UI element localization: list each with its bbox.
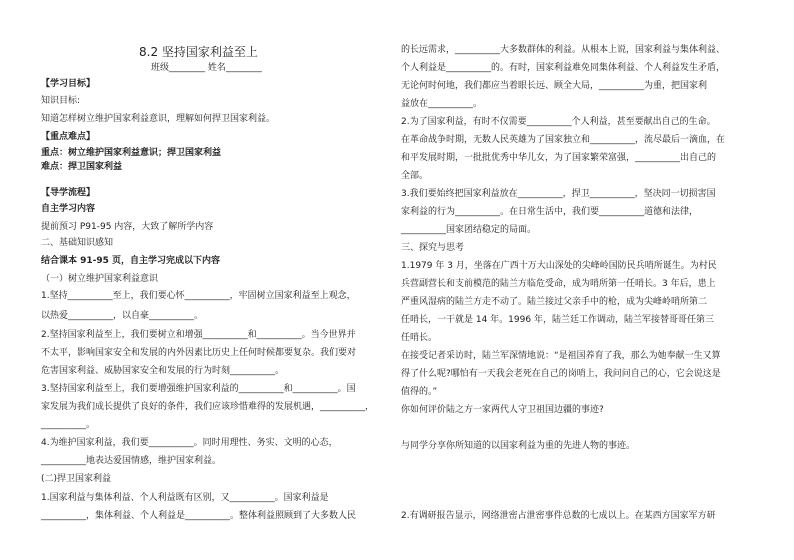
right-column-line: 个人利益是__________的。有时，国家利益难免同集体利益、个人利益发生矛盾，	[401, 63, 726, 73]
left-column-line: 提前预习 P91-95 内容，大致了解所学内容	[41, 222, 214, 232]
left-column-line: 二、基础知识感知	[41, 238, 114, 248]
right-column-line: 家利益的行为__________。在日常生活中，我们要__________道德和法律，	[401, 207, 699, 217]
right-column-line: 无论何时何地，我们都应当着眼长远、顾全大局，__________为重，把国家利	[401, 81, 708, 91]
left-column-line: (二)捍卫国家利益	[41, 474, 112, 484]
right-column-line: 1.1979 年 3 月，坐落在广西十万大山深处的尖峰岭国防民兵哨所诞生。为村民	[401, 261, 717, 271]
left-column-line: 2.坚持国家利益至上，我们要树立和增强__________和__________。当今世界并	[41, 330, 356, 340]
right-column-line: 任哨长，一干就是 14 年。1996 年，陆兰廷工作调动，陆兰军接替哥哥任第三	[401, 315, 714, 325]
left-column-line: （一）树立维护国家利益意识	[41, 274, 159, 284]
right-column-line: 三、探究与思考	[401, 243, 465, 253]
left-column-line: 班级________ 姓名________	[151, 63, 262, 73]
right-column-line: 2.有调研报告显示，网络泄密占泄密事件总数的七成以上。在某西方国家军方研	[401, 511, 716, 521]
right-column-line: 全部。	[401, 171, 429, 181]
right-column-line: 任哨长。	[401, 333, 438, 343]
left-column-line: __________地表达爱国情感，维护国家利益。	[41, 456, 222, 466]
left-column-line: __________，集体利益、个人利益是__________。整体利益照顾到了大多数人民	[41, 511, 357, 521]
left-column-line: 危害国家利益、威胁国家安全和发展的行为时刻__________。	[41, 366, 285, 376]
left-column-line: 4.为维护国家利益，我们要__________。同时用理性、务实、文明的心态，	[41, 438, 338, 448]
right-column-line: 3.我们要始终把国家利益放在__________，捍卫__________，坚决同一切损害国	[401, 189, 716, 199]
left-column-line: 重点：树立维护国家利益意识；捍卫国家利益	[41, 148, 222, 158]
right-column-line: 你如何评价陆之方一家两代人守卫祖国边疆的事迹?	[401, 405, 604, 415]
right-column-line: 在革命战争时期，无数人民英雄为了国家独立和__________，流尽最后一滴血，在	[401, 135, 726, 145]
left-column-line: 1.坚持__________至上，我们要心怀__________，牢固树立国家利益至上观念，	[41, 291, 356, 301]
left-column-line: 8.2 坚持国家利益至上	[139, 45, 258, 59]
right-column-line: 2.为了国家利益，有时不仅需要__________个人利益，甚至要献出自己的生命。	[401, 117, 716, 127]
left-column-line: 【学习目标】	[41, 79, 96, 89]
left-column-line: 1.国家利益与集体利益、个人利益既有区别，又__________。国家利益是	[41, 493, 329, 503]
right-column-line: 严重风湿病的陆兰方走不动了。陆兰接过父亲手中的枪，成为尖峰岭哨所第二	[401, 297, 708, 307]
right-column-line: 和平发展时期，一批批优秀中华儿女，为了国家繁荣富强，__________出自己的	[401, 153, 717, 163]
left-column-line: __________。	[41, 420, 96, 430]
right-column-line: 与同学分享你所知道的以国家利益为重的先进人物的事迹。	[401, 441, 636, 451]
left-column-line: 难点：捍卫国家利益	[41, 162, 123, 172]
right-column-line: 在接受记者采访时，陆兰军深情地说：“是祖国养育了我，那么为她奉献一生又算	[401, 351, 721, 361]
left-column-line: 结合课本 91-95 页，自主学习完成以下内容	[41, 256, 221, 266]
right-column-line: 值得的。”	[401, 387, 438, 397]
right-column-line: 益放在__________。	[401, 99, 483, 109]
left-column-line: 3.坚持国家利益至上，我们要增强维护国家利益的__________和__________。国	[41, 384, 356, 394]
left-column-line: 【重点难点】	[41, 132, 96, 142]
right-column-line: __________国家团结稳定的局面。	[401, 225, 537, 235]
left-column-line: 不太平，影响国家安全和发展的内外因素比历史上任何时候都要复杂。我们要对	[41, 348, 357, 358]
right-column-line: 兵营副营长和支前模范的陆兰方临危受命，成为哨所第一任哨长。3 年后，患上	[401, 279, 716, 289]
left-column-line: 知道怎样树立维护国家利益意识，理解如何捍卫国家利益。	[41, 114, 276, 124]
right-column-line: 得了什么呢?哪怕有一天我会老死在自己的岗哨上，我问问自己的心，它会说这是	[401, 369, 721, 379]
left-column-line: 【导学流程】	[41, 188, 96, 198]
right-column-line: 的长远需求，__________大多数群体的利益。从根本上说，国家利益与集体利益、	[401, 45, 726, 55]
left-column-line: 以热爱__________，以自豪__________。	[41, 311, 204, 321]
left-column-line: 自主学习内容	[41, 204, 96, 214]
left-column-line: 知识目标:	[41, 96, 81, 106]
left-column-line: 家发展为我们成长提供了良好的条件，我们应该珍惜难得的发展机遇，__________，	[41, 402, 375, 412]
